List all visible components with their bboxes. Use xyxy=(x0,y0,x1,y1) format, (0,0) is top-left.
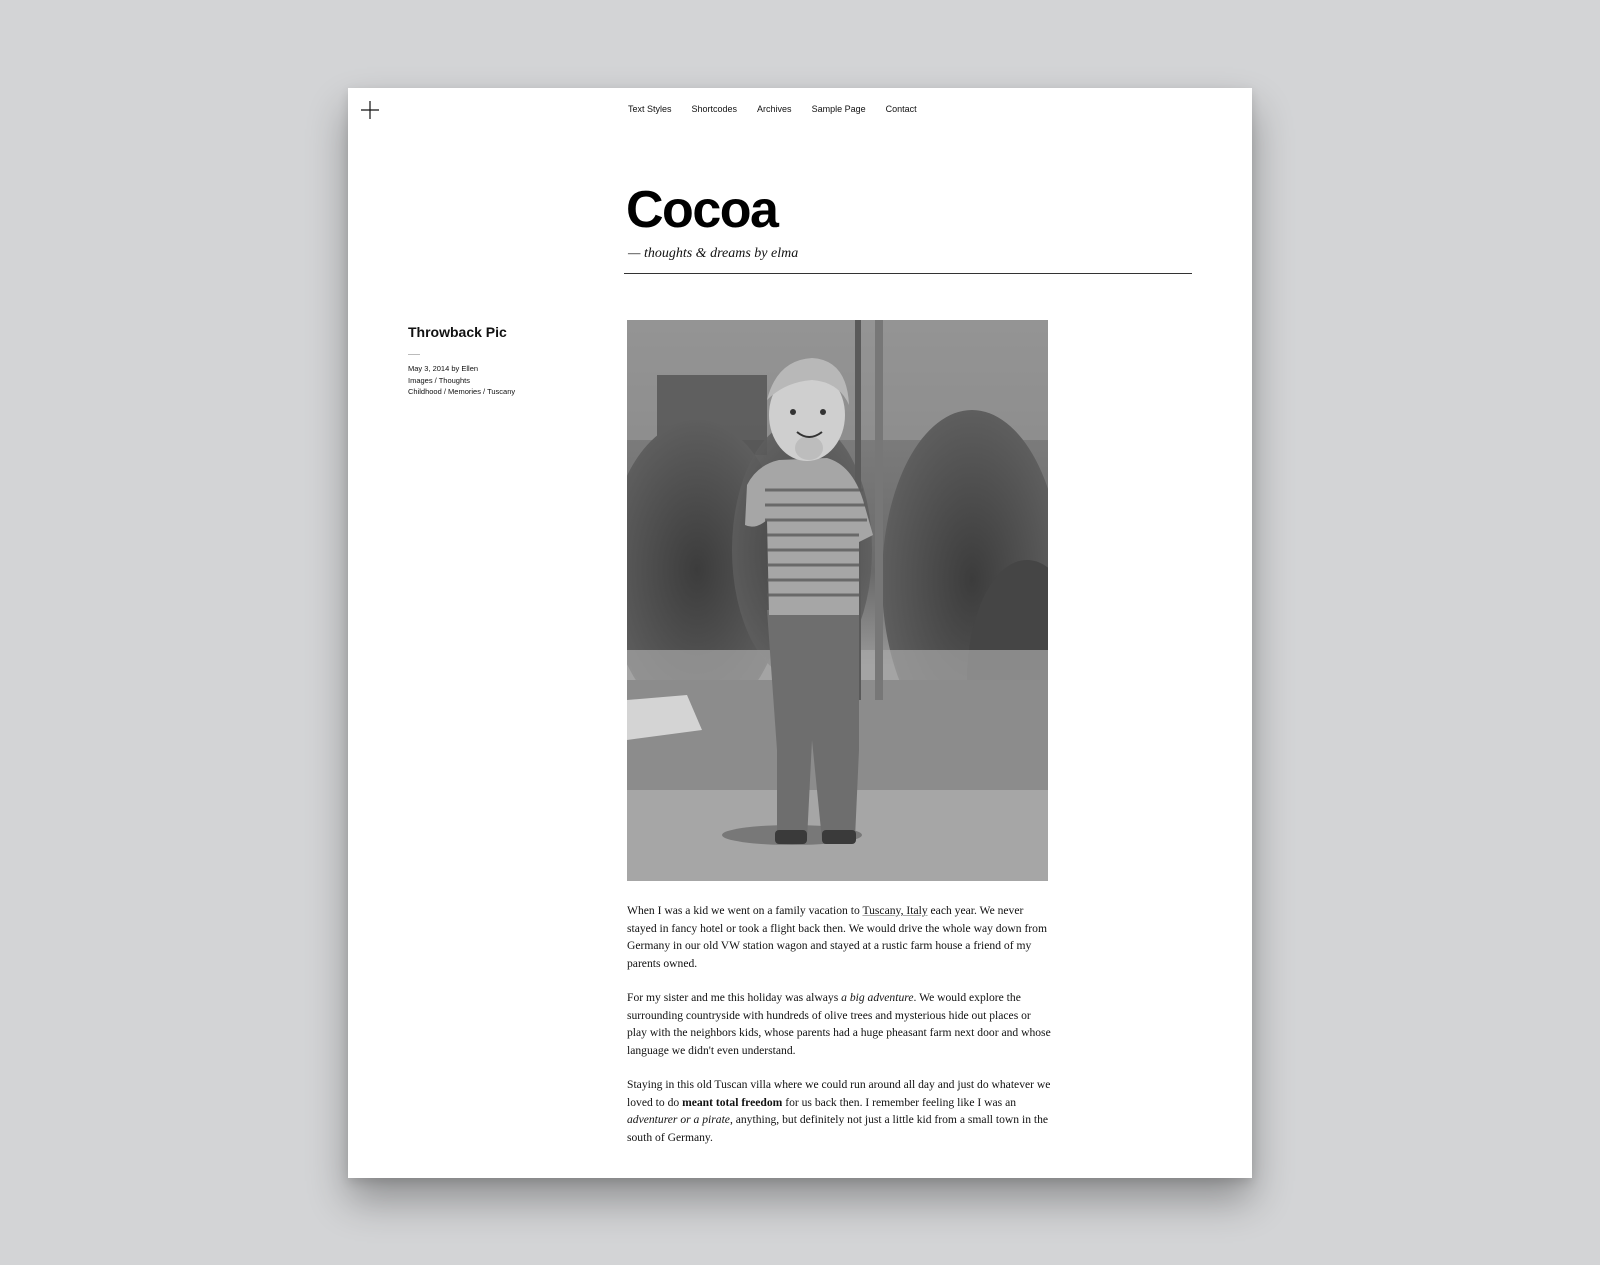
strong-text: meant total freedom xyxy=(682,1095,783,1109)
tuscany-link[interactable]: Tuscany, Italy xyxy=(862,904,928,917)
nav-item-text-styles[interactable]: Text Styles xyxy=(628,104,672,114)
page-card xyxy=(348,88,1252,1178)
paragraph-text: , anything, but definitely not just a little kid from a small town in the south of Germany. xyxy=(627,1113,1049,1144)
post-paragraph xyxy=(627,1076,1051,1146)
post-photo xyxy=(627,320,1048,881)
paragraph-text: for us back then. I remember feeling like I was an xyxy=(782,1095,1017,1109)
meta-divider xyxy=(408,354,420,355)
paragraph-text: When I was a kid we went on a family vacation to xyxy=(627,904,863,917)
post-paragraph xyxy=(627,902,1051,972)
menu-toggle-button[interactable] xyxy=(360,100,380,120)
paragraph-text: Staying in this old Tuscan villa where we could run around all day and just do whatever we loved to do xyxy=(627,1078,1051,1109)
post-paragraph xyxy=(627,989,1051,1059)
emphasis-text: adventurer or a pirate xyxy=(627,1113,730,1126)
post-title[interactable]: Throwback Pic xyxy=(408,324,507,340)
nav-item-shortcodes[interactable]: Shortcodes xyxy=(691,104,738,114)
paragraph-text: each year. We never stayed in fancy hotel or took a flight back then. We would drive the whole way down from Germany in our old VW station wagon and stayed at a rustic farm house a friend of my parents owned. xyxy=(627,904,1047,970)
post-categories[interactable]: Images / Thoughts xyxy=(408,375,470,385)
header-divider xyxy=(624,273,1192,274)
site-title[interactable]: Cocoa xyxy=(626,181,778,239)
emphasis-text: a big adventure xyxy=(841,991,914,1004)
paragraph-text: For my sister and me this holiday was always xyxy=(627,991,842,1004)
site-tagline: — thoughts & dreams by elma xyxy=(628,246,799,261)
post-tags[interactable]: Childhood / Memories / Tuscany xyxy=(408,387,516,396)
post-date-author[interactable]: May 3, 2014 by Ellen xyxy=(408,364,479,373)
nav-item-contact[interactable]: Contact xyxy=(885,104,917,114)
nav-item-archives[interactable]: Archives xyxy=(757,104,792,114)
paragraph-text: . We would explore the surrounding countryside with hundreds of olive trees and mysterious hide out places or play with the neighbors kids, whose parents had a huge pheasant farm next door and whose language we didn't even understand. xyxy=(627,991,1051,1057)
plus-icon xyxy=(360,100,380,120)
post-content xyxy=(627,902,1051,1163)
post-meta-sidebar xyxy=(408,324,608,398)
nav-item-sample-page[interactable]: Sample Page xyxy=(811,104,866,114)
main-nav xyxy=(628,104,917,114)
